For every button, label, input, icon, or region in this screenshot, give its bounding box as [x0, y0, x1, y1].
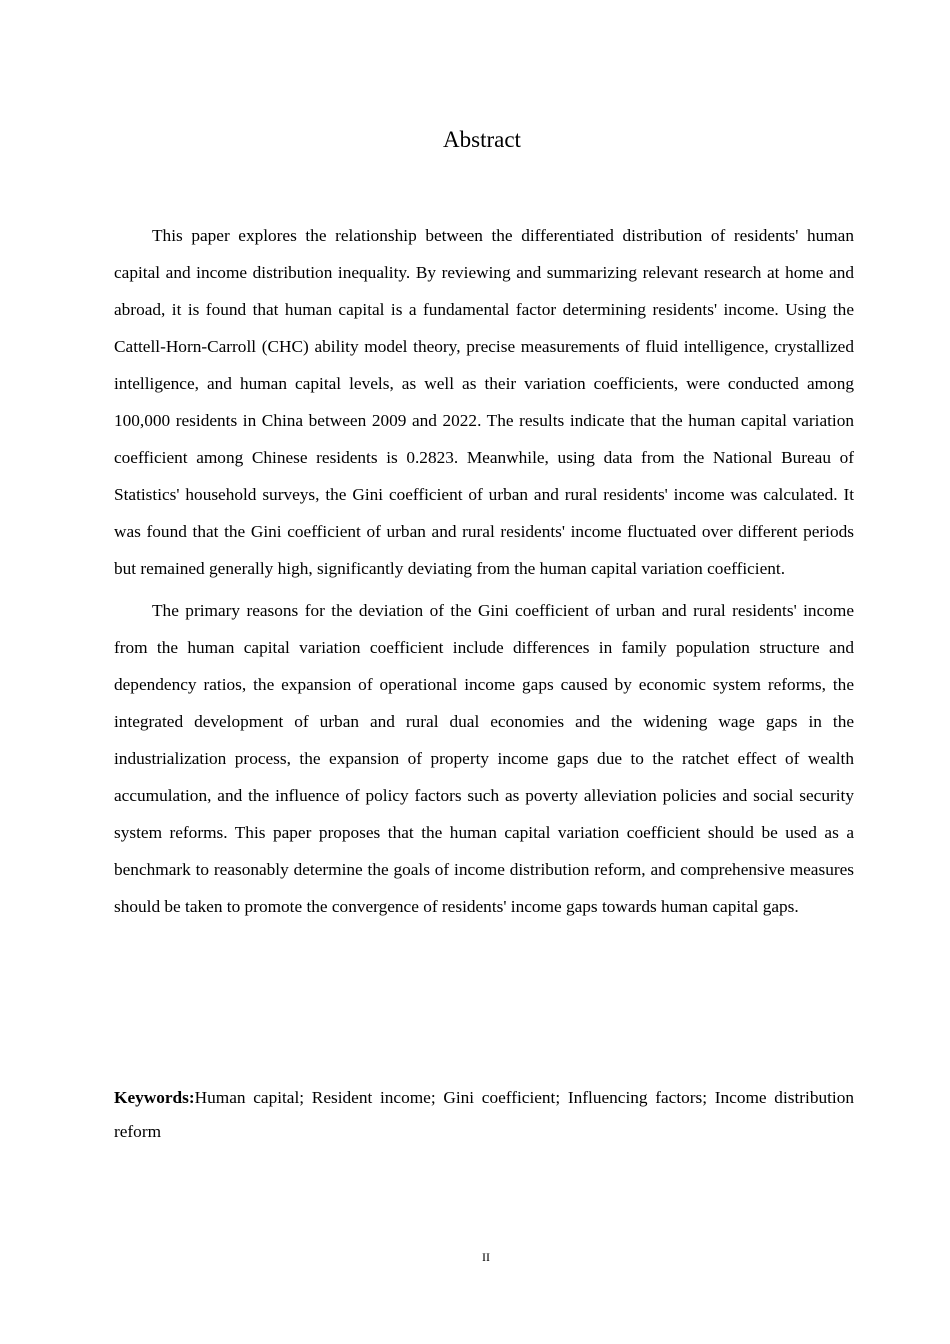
- abstract-title: Abstract: [443, 127, 521, 152]
- keywords-label: Keywords:: [114, 1088, 195, 1107]
- abstract-body: [114, 217, 854, 925]
- page-number: II: [482, 1250, 490, 1264]
- keywords-section: [114, 1081, 854, 1149]
- abstract-paragraph-1: This paper explores the relationship between the differentiated distribution of residents' human capital and income distribution inequality. By reviewing and summarizing relevant research at home and abroad, it is found that human capital is a fundamental factor determining residents' income. Using the Cattell-Horn-Carroll (CHC) ability model theory, precise measurements of fluid intelligence, crystallized intelligence, and human capital levels, as well as their variation coefficients, were conducted among 100,000 residents in China between 2009 and 2022. The results indicate that the human capital variation coefficient among Chinese residents is 0.2823. Meanwhile, using data from the National Bureau of Statistics' household surveys, the Gini coefficient of urban and rural residents' income was calculated. It was found that the Gini coefficient of urban and rural residents' income fluctuated over different periods but remained generally high, significantly deviating from the human capital variation coefficient.: [114, 226, 854, 578]
- abstract-paragraph-2: The primary reasons for the deviation of the Gini coefficient of urban and rural residents' income from the human capital variation coefficient include differences in family population structure and dependency ratios, the expansion of operational income gaps caused by economic system reforms, the integrated development of urban and rural dual economies and the widening wage gaps in the industrialization process, the expansion of property income gaps due to the ratchet effect of wealth accumulation, and the influence of policy factors such as poverty alleviation policies and social security system reforms. This paper proposes that the human capital variation coefficient should be used as a benchmark to reasonably determine the goals of income distribution reform, and comprehensive measures should be taken to promote the convergence of residents' income gaps towards human capital gaps.: [114, 601, 854, 916]
- keywords-text: Human capital; Resident income; Gini coefficient; Influencing factors; Income distribution reform: [114, 1088, 854, 1141]
